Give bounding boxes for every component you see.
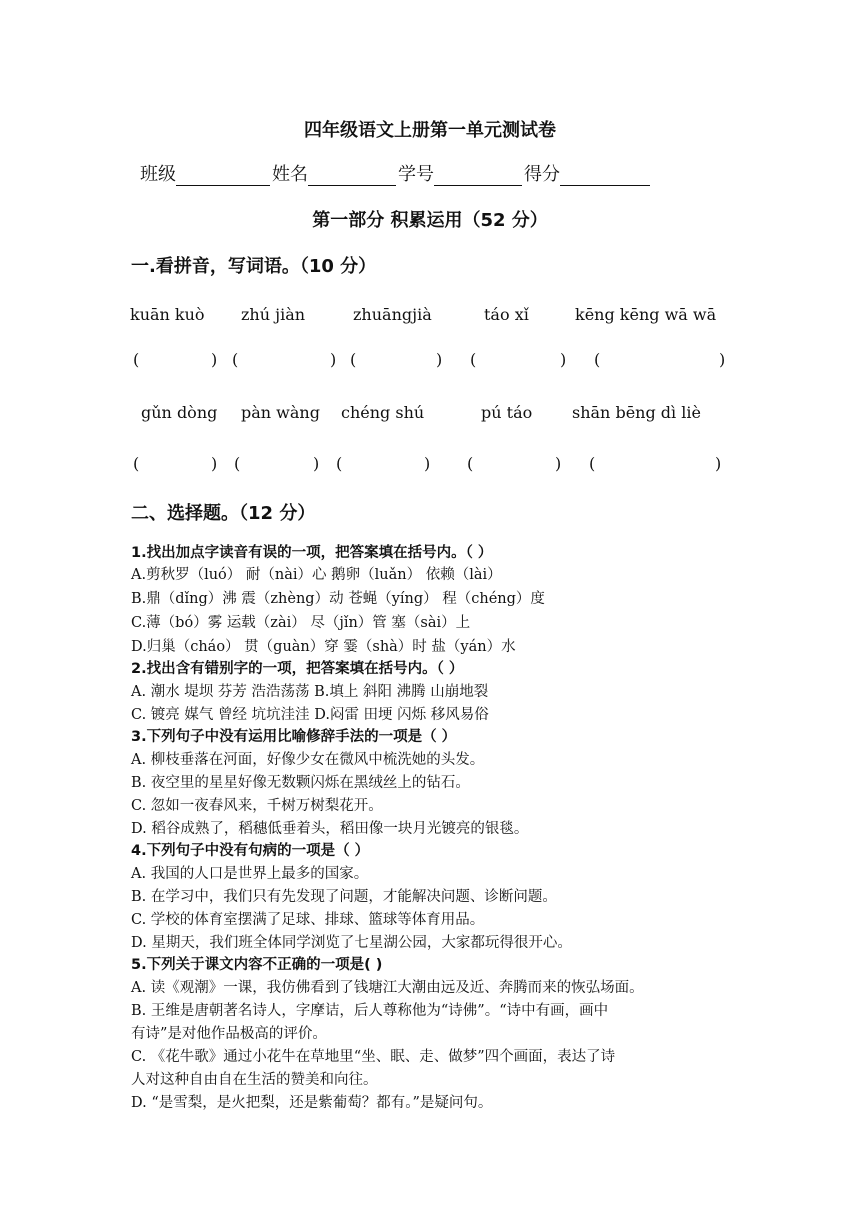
pinyin-6: gǔn dòng: [141, 403, 218, 422]
paren-close: ): [555, 454, 562, 473]
pinyin-4: táo xǐ: [484, 305, 529, 324]
question-4-option-a: A. 我国的人口是世界上最多的国家。: [131, 866, 369, 882]
question-1-option-a: A.剪秋罗（luó） 耐（nài）心 鹅卵（luǎn） 依赖（lài）: [131, 567, 502, 583]
question-5-option-b-cont: 有诗”是对他作品极高的评价。: [131, 1026, 327, 1042]
question-4-option-d: D. 星期天，我们班全体同学浏览了七星湖公园，大家都玩得很开心。: [131, 935, 572, 951]
question-5-option-a: A. 读《观潮》一课，我仿佛看到了钱塘江大潮由远及近、奔腾而来的恢弘场面。: [131, 980, 644, 996]
question-5-stem: 5.下列关于课文内容不正确的一项是( ): [131, 957, 383, 973]
pinyin-9: pú táo: [481, 403, 533, 422]
score-blank[interactable]: [560, 165, 650, 186]
paren-close: ): [211, 350, 218, 369]
paren-open: (: [234, 454, 241, 473]
paren-close: ): [719, 350, 726, 369]
pinyin-1: kuān kuò: [130, 305, 205, 324]
paren-open: (: [594, 350, 601, 369]
pinyin-10: shān bēng dì liè: [572, 403, 701, 422]
question-1-option-c: C.薄（bó）雾 运载（zài） 尽（jǐn）管 塞（sài）上: [131, 615, 471, 631]
class-label: 班级: [140, 164, 176, 185]
page-title: 四年级语文上册第一单元测试卷: [304, 120, 556, 141]
question-5-option-c: C. 《花牛歌》通过小花牛在草地里“坐、眠、走、做梦”四个画面，表达了诗: [131, 1049, 616, 1065]
paren-close: ): [211, 454, 218, 473]
paren-close: ): [436, 350, 443, 369]
class-blank[interactable]: [176, 165, 270, 186]
paren-open: (: [133, 350, 140, 369]
name-label: 姓名: [272, 164, 308, 185]
paren-open: (: [133, 454, 140, 473]
question-1-option-d: D.归巢（cháo） 贯（guàn）穿 霎（shà）时 盐（yán）水: [131, 639, 516, 655]
paren-close: ): [715, 454, 722, 473]
paren-close: ): [560, 350, 567, 369]
question-3-stem: 3.下列句子中没有运用比喻修辞手法的一项是（ ）: [131, 729, 457, 745]
paren-open: (: [232, 350, 239, 369]
pinyin-3: zhuāngjià: [353, 305, 432, 324]
student-info-line: [140, 160, 652, 186]
paren-open: (: [589, 454, 596, 473]
pinyin-2: zhú jiàn: [241, 305, 306, 324]
paren-close: ): [330, 350, 337, 369]
question-4-option-b: B. 在学习中，我们只有先发现了问题，才能解决问题、诊断问题。: [131, 889, 557, 905]
paren-close: ): [424, 454, 431, 473]
question-3-option-a: A. 柳枝垂落在河面，好像少女在微风中梳洗她的头发。: [131, 752, 485, 768]
pinyin-5: kēng kēng wā wā: [575, 305, 717, 324]
question-1-option-b: B.鼎（dǐng）沸 震（zhèng）动 苍蝇（yíng） 程（chéng）度: [131, 591, 545, 607]
score-label: 得分: [524, 164, 560, 185]
question-3-option-b: B. 夜空里的星星好像无数颗闪烁在黑绒丝上的钻石。: [131, 775, 470, 791]
paren-open: (: [467, 454, 474, 473]
paren-open: (: [350, 350, 357, 369]
paren-close: ): [313, 454, 320, 473]
section-2-heading: 二、选择题。（12 分）: [131, 503, 316, 524]
question-4-stem: 4.下列句子中没有句病的一项是（ ）: [131, 843, 370, 859]
paren-open: (: [470, 350, 477, 369]
question-4-option-c: C. 学校的体育室摆满了足球、排球、篮球等体育用品。: [131, 912, 485, 928]
question-5-option-c-cont: 人对这种自由自在生活的赞美和向往。: [131, 1072, 378, 1088]
number-label: 学号: [398, 164, 434, 185]
question-2-stem: 2.找出含有错别字的一项，把答案填在括号内。（ ）: [131, 661, 464, 677]
question-5-option-b: B. 王维是唐朝著名诗人，字摩诘，后人尊称他为“诗佛”。“诗中有画，画中: [131, 1003, 609, 1019]
section-1-heading: 一.看拼音，写词语。（10 分）: [131, 256, 377, 277]
question-2-options-cd: C. 镀亮 媒气 曾经 坑坑洼洼 D.闷雷 田埂 闪烁 移风易俗: [131, 707, 489, 723]
question-3-option-d: D. 稻谷成熟了，稻穗低垂着头，稻田像一块月光镀亮的银毯。: [131, 821, 529, 837]
pinyin-7: pàn wàng: [241, 403, 320, 422]
paren-open: (: [336, 454, 343, 473]
part-heading: 第一部分 积累运用（52 分）: [312, 210, 548, 231]
pinyin-8: chéng shú: [341, 403, 425, 422]
question-2-options-ab: A. 潮水 堤坝 芬芳 浩浩荡荡 B.填上 斜阳 沸腾 山崩地裂: [131, 684, 489, 700]
question-5-option-d: D. “是雪梨，是火把梨，还是紫葡萄？都有。”是疑问句。: [131, 1095, 493, 1111]
number-blank[interactable]: [434, 165, 522, 186]
name-blank[interactable]: [308, 165, 396, 186]
question-3-option-c: C. 忽如一夜春风来，千树万树梨花开。: [131, 798, 383, 814]
question-1-stem: 1.找出加点字读音有误的一项，把答案填在括号内。（ ）: [131, 545, 493, 561]
